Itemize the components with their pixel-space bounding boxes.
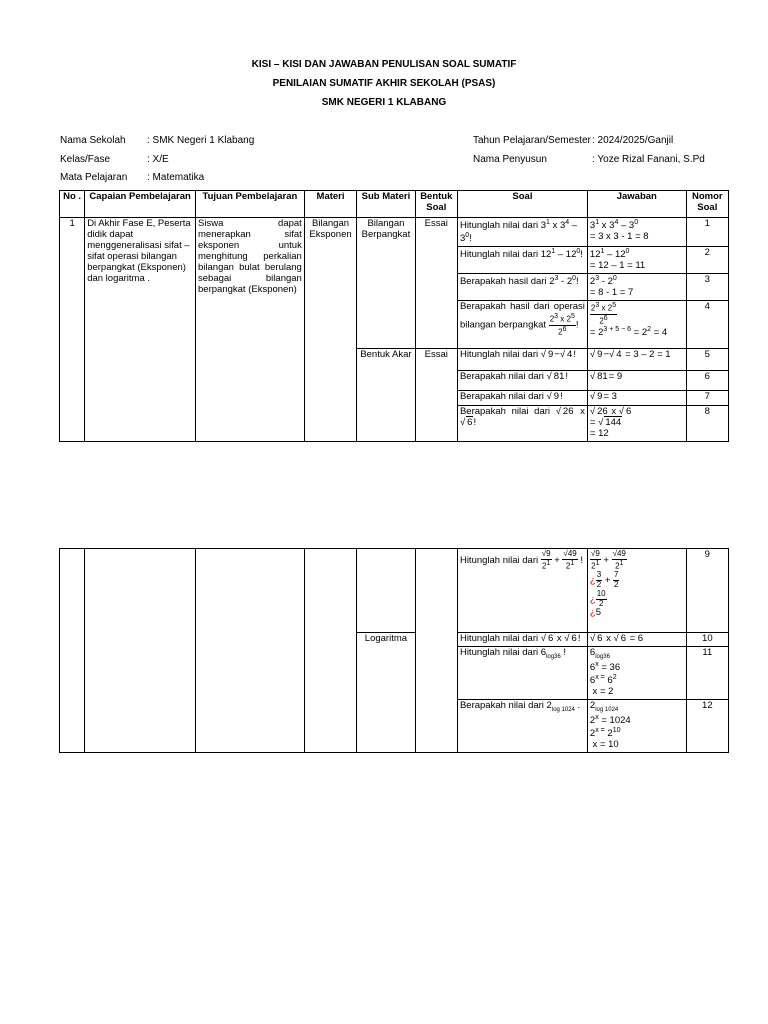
author-value: : Yoze Rizal Fanani, S.Pd: [592, 154, 705, 165]
jawaban-11: $6_{log36}$ $6^x = 36$ $6^{x =}$ $6^2$ x = 2: [587, 647, 686, 700]
jawaban-6: √ 81= 9: [587, 371, 686, 391]
school-name-value: : SMK Negeri 1 Klabang: [147, 135, 255, 146]
header-tujuan: Tujuan Pembelajaran: [196, 191, 305, 218]
header-materi: Materi: [304, 191, 356, 218]
subject-value: : Matematika: [147, 172, 205, 183]
jawaban-10: √ 6 x √ 6 = 6: [587, 633, 686, 647]
table-row: [60, 218, 729, 247]
class-label: Kelas/Fase: [60, 154, 111, 165]
header-no: No .: [60, 191, 85, 218]
tujuan-cell: Siswa dapat menerapkan sifat eksponen untuk menghitung perkalian bilangan bulat berulang sebagai bilangan berpangkat (Eksponen): [196, 218, 305, 442]
table-row: [60, 549, 729, 633]
jawaban-9: $\frac{√9}{21}$ + $\frac{√49}{21}$ ¿ $\frac{3}{2}$ + $\frac{7}{2}$ ¿ $\frac{10}{2}$ ¿5: [587, 549, 686, 633]
nomor-soal-6: 6: [686, 371, 728, 391]
nomor-soal-12: 12: [686, 699, 728, 752]
soal-12: Berapakah nilai dari $2_{log 1024}$ .: [457, 699, 587, 752]
nomor-soal-7: 7: [686, 391, 728, 406]
document-title: KISI – KISI DAN JAWABAN PENULISAN SOAL SUMATIF: [251, 59, 517, 70]
sub-materi-logaritma: Logaritma: [357, 633, 415, 753]
soal-2: Hitunglah nilai dari $12^1 - 12^0$!: [457, 247, 587, 274]
soal-11: Hitunglah nilai dari $6_{log36}$ !: [457, 647, 587, 700]
soal-7: Berapakah nilai dari √ 9!: [457, 391, 587, 406]
soal-4: Berapakah hasil dari operasi bilangan berpangkat $\frac{23 x 25}{26}$ !: [457, 301, 587, 349]
bentuk-soal-essai: Essai: [415, 218, 457, 349]
school-name-label: Nama Sekolah: [60, 135, 126, 146]
sub-materi-akar: Bentuk Akar: [357, 349, 415, 442]
nomor-soal-9: 9: [686, 549, 728, 633]
nomor-soal-10: 10: [686, 633, 728, 647]
jawaban-1: $3^1$ x $3^4 - 3^0$ = 3 x 3 - 1 = 8: [587, 218, 686, 247]
jawaban-12: $2_{log 1024}$ $2^x = 1024$ $2^{x =}$ $2^{10}$ x = 10: [587, 699, 686, 752]
jawaban-2: $12^1 - 12^0$ = 12 – 1 = 11: [587, 247, 686, 274]
kisi-table-continued: [59, 548, 729, 753]
jawaban-8: √ 26 x √ 6 = √ 144 = 12: [587, 406, 686, 442]
jawaban-5: √ 9−√ 4 = 3 – 2 = 1: [587, 349, 686, 371]
author-label: Nama Penyusun: [473, 154, 547, 165]
soal-3: Berapakah hasil dari $2^3 - 2^0$!: [457, 274, 587, 301]
header-nomor-soal: Nomor Soal: [686, 191, 728, 218]
bentuk-empty: [415, 549, 457, 753]
nomor-soal-5: 5: [686, 349, 728, 371]
capaian-empty: [85, 549, 196, 753]
tujuan-empty: [196, 549, 305, 753]
materi-cell: Bilangan Eksponen: [304, 218, 356, 442]
soal-1: Hitunglah nilai dari $3^1$ x $3^4 - 3^0$!: [457, 218, 587, 247]
jawaban-3: $2^3 - 2^0$ = 8 - 1 = 7: [587, 274, 686, 301]
row-number-empty: [60, 549, 85, 753]
bentuk-soal-essai: Essai: [415, 349, 457, 442]
kisi-table: [59, 190, 729, 442]
capaian-cell: Di Akhir Fase E, Peserta didik dapat menggeneralisasi sifat – sifat operasi bilangan berpangkat (Eksponen) dan logaritma .: [85, 218, 196, 442]
header-jawaban: Jawaban: [587, 191, 686, 218]
document-subtitle: PENILAIAN SUMATIF AKHIR SEKOLAH (PSAS): [272, 78, 496, 89]
class-value: : X/E: [147, 154, 169, 165]
subject-label: Mata Pelajaran: [60, 172, 128, 183]
year-value: : 2024/2025/Ganjil: [592, 135, 674, 146]
soal-10: Hitunglah nilai dari √ 6 x √ 6!: [457, 633, 587, 647]
jawaban-7: √ 9= 3: [587, 391, 686, 406]
sub-materi-berpangkat: Bilangan Berpangkat: [357, 218, 415, 349]
school-title: SMK NEGERI 1 KLABANG: [321, 97, 447, 108]
nomor-soal-2: 2: [686, 247, 728, 274]
soal-5: Hitunglah nilai dari √ 9−√ 4!: [457, 349, 587, 371]
nomor-soal-8: 8: [686, 406, 728, 442]
header-sub-materi: Sub Materi: [357, 191, 415, 218]
soal-9: Hitunglah nilai dari $\frac{√9}{21}$ + $\frac{√49}{21}$ !: [457, 549, 587, 633]
jawaban-4: $\frac{23 x 25}{26}$ = $2^{3 + 5 - 6} = 2^2 = 4$: [587, 301, 686, 349]
nomor-soal-4: 4: [686, 301, 728, 349]
header-row: [60, 191, 729, 218]
nomor-soal-11: 11: [686, 647, 728, 700]
header-capaian: Capaian Pembelajaran: [85, 191, 196, 218]
sub-materi-empty: [357, 549, 415, 633]
nomor-soal-1: 1: [686, 218, 728, 247]
header-bentuk-soal: Bentuk Soal: [415, 191, 457, 218]
materi-empty: [304, 549, 356, 753]
nomor-soal-3: 3: [686, 274, 728, 301]
year-label: Tahun Pelajaran/Semester: [473, 135, 591, 146]
soal-6: Berapakah nilai dari √ 81!: [457, 371, 587, 391]
header-soal: Soal: [457, 191, 587, 218]
soal-8: Berapakah nilai dari √ 26 x √ 6!: [457, 406, 587, 442]
row-number: 1: [60, 218, 85, 442]
